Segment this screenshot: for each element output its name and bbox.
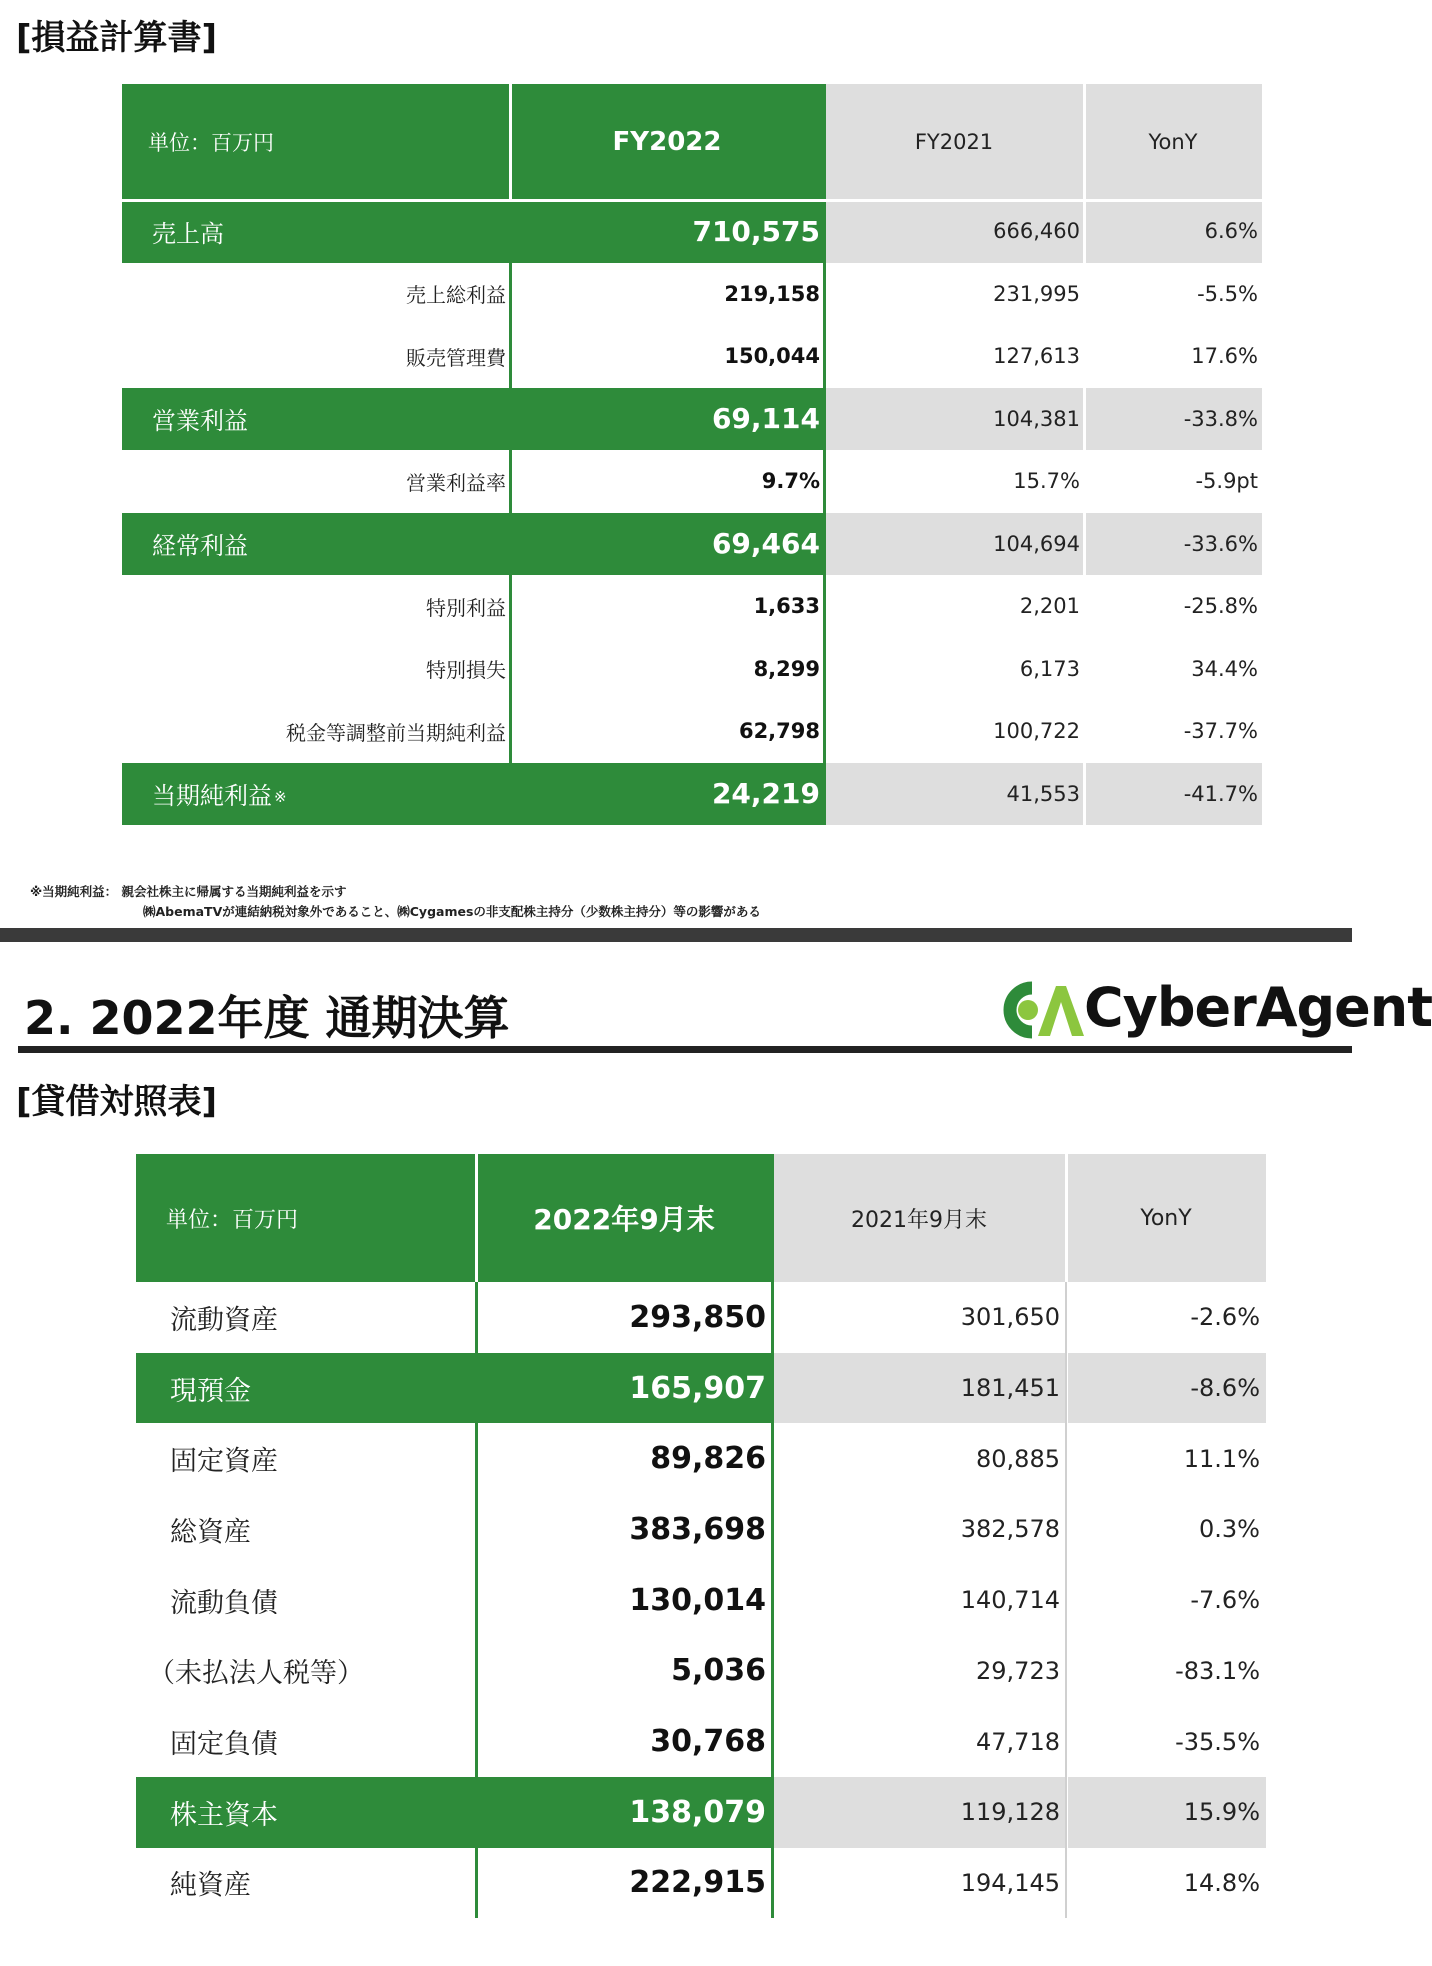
bs-row-current: 89,826 (650, 1441, 766, 1477)
pl-row-fy2022: 1,633 (753, 594, 820, 619)
pl-section-title: [損益計算書] (16, 18, 218, 58)
page-title: 2. 2022年度 通期決算 (24, 991, 510, 1045)
bs-row-previous: 194,145 (960, 1868, 1060, 1897)
bs-header-previous: 2021年9月末 (772, 1154, 1066, 1282)
pl-row-fy2021: 15.7% (1013, 469, 1080, 494)
pl-header-unit: 単位：百万円 (122, 84, 510, 200)
bs-header-divider (475, 1154, 478, 1282)
pl-header-fy2022: FY2022 (510, 84, 824, 200)
pl-row-label-text: 当期純利益 (152, 782, 272, 811)
pl-row-yony: 17.6% (1191, 344, 1258, 369)
bs-row-current: 383,698 (629, 1511, 766, 1547)
pl-row-fy2022: 69,114 (510, 388, 824, 451)
bs-section-title: [貸借対照表] (16, 1082, 218, 1122)
pl-row-fy2022: 69,464 (510, 513, 824, 576)
pl-row-label-text: 売上高 (152, 219, 224, 248)
pl-row-label-text: 経常利益 (152, 532, 248, 561)
bs-row-current: 165,907 (476, 1353, 772, 1424)
pl-row-yony: -33.6% (1084, 513, 1262, 576)
bs-row-label: 総資産 (170, 1516, 251, 1548)
bs-col-divider-light (1065, 1282, 1067, 1918)
pl-note-line2: ㈱AbemaTVが連結納税対象外であること、㈱Cygamesの非支配株主持分（少数株主持分）等の影響がある (143, 904, 761, 919)
bs-row-previous: 119,128 (772, 1777, 1066, 1848)
bs-row-previous: 29,723 (976, 1656, 1060, 1685)
bs-row-label: 固定資産 (170, 1446, 278, 1478)
pl-row-fy2022: 9.7% (761, 469, 820, 494)
bs-row-previous: 382,578 (960, 1515, 1060, 1544)
bs-row-label: 現預金 (136, 1353, 476, 1424)
pl-row-label-text: 特別利益 (426, 595, 506, 620)
pl-row-fy2022: 219,158 (724, 281, 820, 306)
pl-row-label-text: 販売管理費 (406, 345, 506, 370)
bs-row-yony: 14.8% (1183, 1868, 1260, 1897)
bs-row-yony: -35.5% (1175, 1727, 1260, 1756)
pl-row-label-text: 特別損失 (426, 658, 506, 683)
pl-header-yony: YonY (1084, 84, 1262, 200)
bs-row-current: 130,014 (629, 1582, 766, 1618)
pl-row-fy2021: 100,722 (993, 719, 1080, 744)
bs-row-current: 30,768 (650, 1724, 766, 1760)
pl-row-fy2021: 41,553 (824, 763, 1084, 826)
pl-row-label-mark: ※ (274, 787, 287, 806)
bs-row-current: 5,036 (671, 1653, 766, 1689)
pl-row-label-text: 営業利益 (152, 407, 248, 436)
bs-header-yony: YonY (1066, 1154, 1266, 1282)
bs-row-current: 222,915 (629, 1865, 766, 1901)
pl-row-fy2021: 127,613 (993, 344, 1080, 369)
bs-row-label: 流動負債 (170, 1587, 278, 1619)
bs-row-label: （未払法人税等） (148, 1658, 364, 1690)
bs-row-yony: 11.1% (1183, 1444, 1260, 1473)
pl-row-yony: -5.9pt (1195, 469, 1258, 494)
bs-row-yony: -2.6% (1190, 1303, 1260, 1332)
pl-row-label-text: 営業利益率 (406, 470, 506, 495)
bs-col-divider (771, 1154, 774, 1918)
bs-row-label: 固定負債 (170, 1729, 278, 1761)
pl-row-yony: -37.7% (1183, 719, 1258, 744)
pl-row-fy2022: 710,575 (510, 200, 824, 263)
pl-row-yony: -5.5% (1197, 281, 1258, 306)
bs-row-previous: 80,885 (976, 1444, 1060, 1473)
pl-note-line1: ※当期純利益： 親会社株主に帰属する当期純利益を示す (30, 884, 347, 899)
bs-row-previous: 301,650 (960, 1303, 1060, 1332)
pl-row-label-text: 税金等調整前当期純利益 (286, 720, 506, 745)
pl-row-fy2022: 62,798 (738, 719, 820, 744)
bs-row-yony: 0.3% (1199, 1515, 1260, 1544)
pl-row-label-text: 売上総利益 (406, 283, 506, 308)
bs-row-previous: 47,718 (976, 1727, 1060, 1756)
pl-row-yony: 34.4% (1191, 656, 1258, 681)
bs-row-previous: 181,451 (772, 1353, 1066, 1424)
pl-row-fy2021: 231,995 (993, 281, 1080, 306)
pl-row-fy2021: 104,381 (824, 388, 1084, 451)
logo-text: CyberAgent (1084, 976, 1432, 1039)
pl-row-yony: -33.8% (1084, 388, 1262, 451)
bs-row-previous: 140,714 (960, 1586, 1060, 1615)
pl-row-fy2021: 2,201 (1019, 594, 1080, 619)
bs-header-divider (1065, 1154, 1068, 1282)
bs-row-yony: -7.6% (1190, 1586, 1260, 1615)
pl-header-fy2021: FY2021 (824, 84, 1084, 200)
bs-row-current: 293,850 (629, 1299, 766, 1335)
pl-row-fy2022: 24,219 (510, 763, 824, 826)
bs-row-label: 流動資産 (170, 1304, 278, 1336)
pl-row-fy2021: 104,694 (824, 513, 1084, 576)
pl-row-yony: -25.8% (1183, 594, 1258, 619)
pl-row-yony: -41.7% (1084, 763, 1262, 826)
pl-row-fy2022: 8,299 (753, 656, 820, 681)
pl-row-fy2021: 6,173 (1019, 656, 1080, 681)
bs-header-unit: 単位：百万円 (136, 1154, 476, 1282)
pl-row-yony: 6.6% (1084, 200, 1262, 263)
bs-row-yony: 15.9% (1066, 1777, 1266, 1848)
pl-row-fy2022: 150,044 (724, 344, 820, 369)
pl-row-fy2021: 666,460 (824, 200, 1084, 263)
bs-row-current: 138,079 (476, 1777, 772, 1848)
bs-row-yony: -83.1% (1175, 1656, 1260, 1685)
bs-row-yony: -8.6% (1066, 1353, 1266, 1424)
bs-row-label: 株主資本 (136, 1777, 476, 1848)
bs-row-label: 純資産 (170, 1870, 251, 1902)
bs-header-current: 2022年9月末 (476, 1154, 772, 1282)
